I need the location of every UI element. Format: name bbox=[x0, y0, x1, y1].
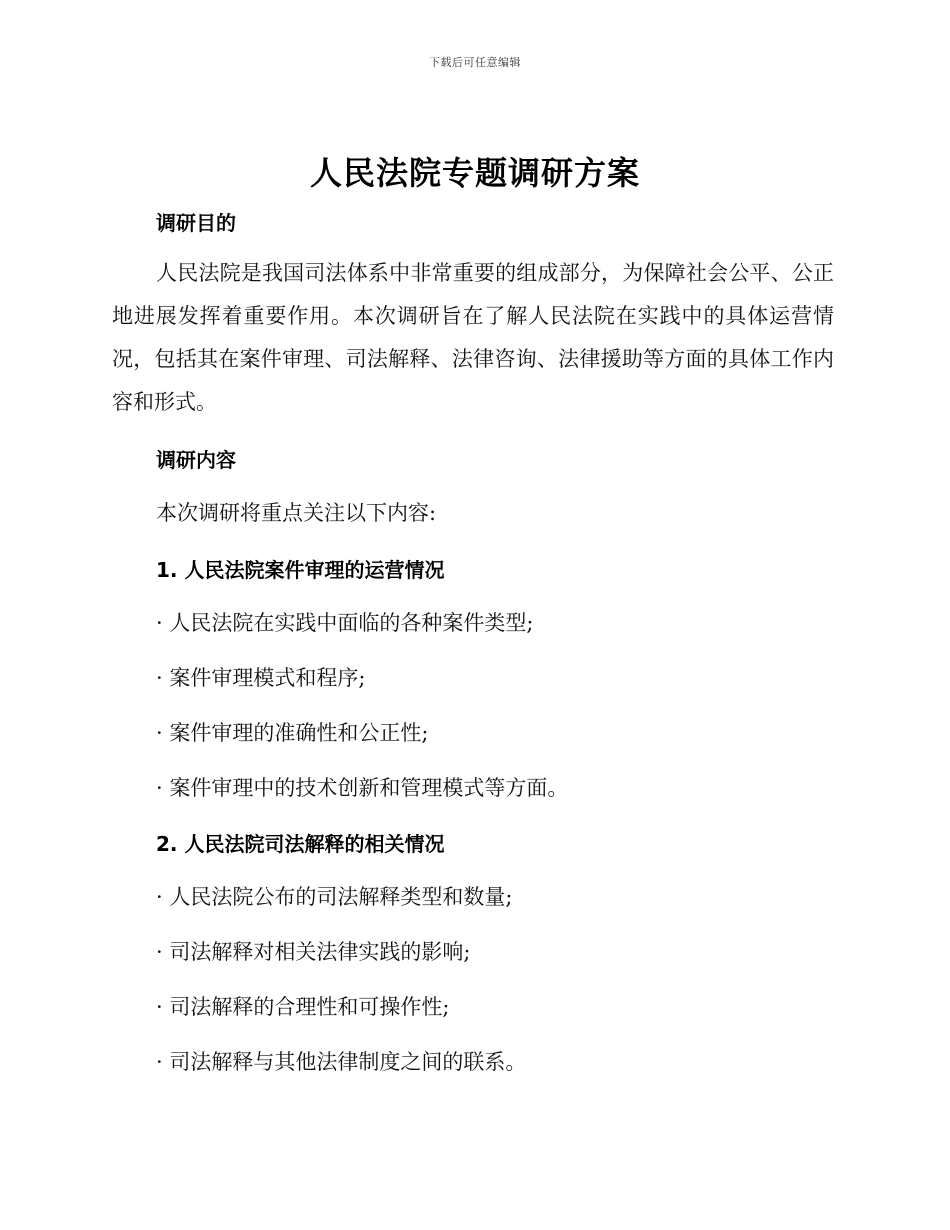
item1-bullet: · 人民法院在实践中面临的各种案件类型; bbox=[156, 611, 534, 635]
item2-heading: 2. 人民法院司法解释的相关情况 bbox=[156, 832, 445, 856]
purpose-paragraph: 人民法院是我国司法体系中非常重要的组成部分，为保障社会公平、公正地进展发挥着重要作用。本次调研旨在了解人民法院在实践中的具体运营情况，包括其在案件审理、司法解释、法律咨询、法律援助等方面的具体工作内容和形式。 bbox=[112, 261, 834, 414]
document-title: 人民法院专题调研方案 bbox=[309, 154, 640, 192]
item1-heading: 1. 人民法院案件审理的运营情况 bbox=[156, 558, 445, 582]
item2-bullet: · 司法解释的合理性和可操作性; bbox=[156, 995, 450, 1019]
item1-bullet: · 案件审理模式和程序; bbox=[156, 666, 366, 690]
item2-bullet: · 人民法院公布的司法解释类型和数量; bbox=[156, 885, 513, 909]
item1-bullet: · 案件审理中的技术创新和管理模式等方面。 bbox=[156, 776, 569, 800]
content-intro: 本次调研将重点关注以下内容: bbox=[156, 501, 437, 525]
section-heading-purpose: 调研目的 bbox=[156, 211, 236, 235]
item2-bullet: · 司法解释与其他法律制度之间的联系。 bbox=[156, 1050, 527, 1074]
item1-bullet: · 案件审理的准确性和公正性; bbox=[156, 721, 429, 745]
header-note: 下载后可任意编辑 bbox=[429, 56, 521, 69]
item2-bullet: · 司法解释对相关法律实践的影响; bbox=[156, 940, 471, 964]
section-heading-content: 调研内容 bbox=[156, 448, 236, 472]
